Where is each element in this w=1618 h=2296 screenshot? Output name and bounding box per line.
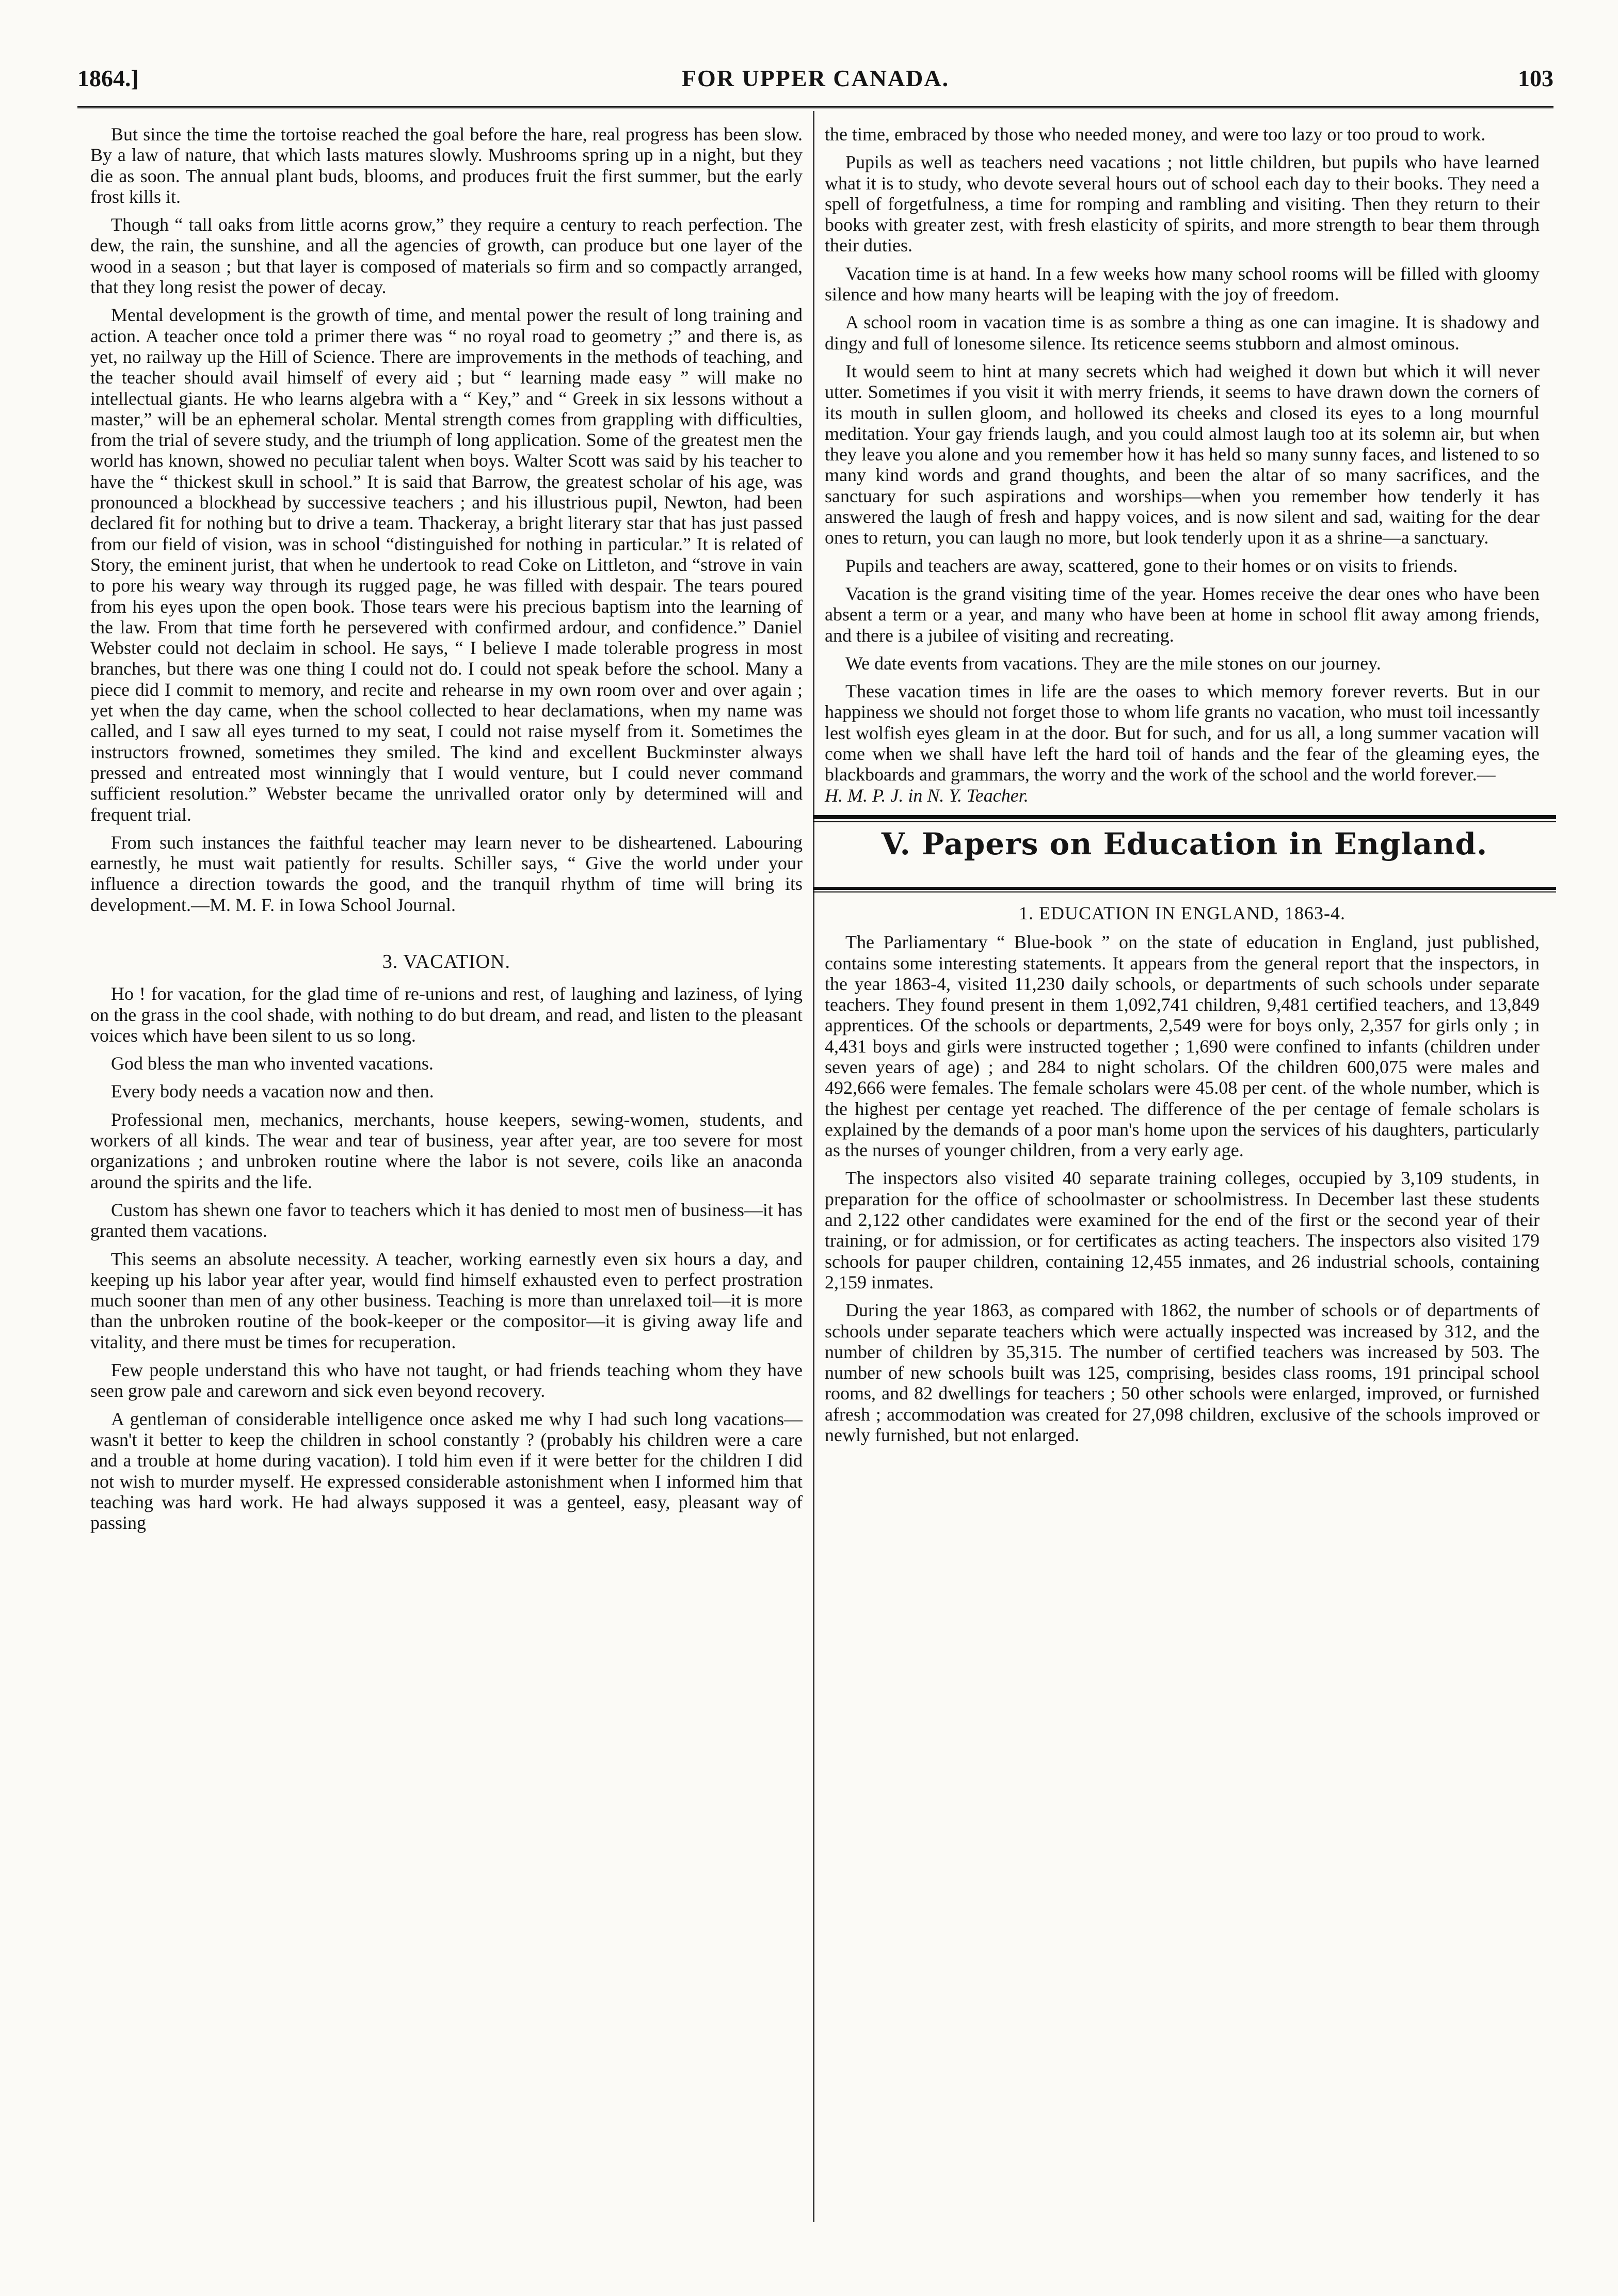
section-banner [813, 815, 1556, 892]
page-number: 103 [1518, 65, 1553, 91]
paragraph: From such instances the faithful teacher may learn never to be disheartened. Labouring earnestly, he must wait patiently for results. Schiller says, “ Give the world under your influence a direction towards the good, and the tranquil rhythm of time will bring its development.—M. M. F. in Iowa School Journal. [90, 832, 803, 915]
header-year: 1864.] [77, 65, 139, 91]
paragraph: The inspectors also visited 40 separate training colleges, occupied by 3,109 students, in preparation for the office of schoolmaster or schoolmistress. In December last these students and 2,122 other candidates were examined for the end of the first or the second year of their training, or for admission, or for certificates as acting teachers. The inspectors also visited 179 schools for pauper children, containing 12,455 inmates, and 26 industrial schools, containing 2,159 inmates. [825, 1168, 1540, 1293]
paragraph: Mental development is the growth of time, and mental power the result of long training and action. A teacher once told a primer there was “ no royal road to geometry ;” and there is, as yet, no railway up the Hill of Science. There are improvements in the methods of teaching, and the teacher should avail himself of every aid ; but “ learning made easy ” will make no intellectual giants. He who learns algebra with a “ Key,” and “ Greek in six lessons without a master,” will be an ephemeral scholar. Mental strength comes from grappling with difficulties, from the trial of severe study, and the triumph of long application. Some of the greatest men the world has known, showed no peculiar talent when boys. Walter Scott was said by his teacher to have the “ thickest skull in school.” It is said that Barrow, the greatest scholar of his age, was pronounced a blockhead by successive teachers ; and his illustrious pupil, Newton, had been declared fit for nothing but to drive a team. Thackeray, a bright literary star that has just passed from our field of vision, was in school “distinguished for nothing in particular.” It is related of Story, the eminent jurist, that when he undertook to read Coke on Littleton, and “strove in vain to pore his weary way through its rugged page, he was filled with despair. The tears poured from his eyes upon the open book. Those tears were his precious baptism into the learning of the law. From that time forth he persevered with confirmed ardour, and confidence.” Daniel Webster could not declaim in school. He says, “ I believe I made tolerable progress in most branches, but there was one thing I could not do. I could not speak before the school. Many a piece did I commit to memory, and recite and rehearse in my own room over and over again ; yet when the day came, when the school collected to hear declamations, when my name was called, and I saw all eyes turned to my seat, I could not raise myself from it. Sometimes the instructors frowned, sometimes they smiled. The kind and excellent Buckminster always pressed and entreated most winningly that I would venture, but I could never command sufficient resolution.” Webster became the unrivalled orator only by determined will and frequent trial. [90, 305, 803, 825]
banner-title: V. Papers on Education in England. [881, 826, 1488, 862]
paragraph: This seems an absolute necessity. A teacher, working earnestly even six hours a day, and keeping up his labor year after year, would find himself exhausted even to perfect prostration much sooner than men of any other business. Teaching is more than unrelaxed toil—it is more than the unbroken routine of the book-keeper or the compositor—it is giving away life and vitality, and there must be times for recuperation. [90, 1248, 803, 1352]
paragraph: We date events from vacations. They are the mile stones on our journey. [845, 652, 1381, 674]
paragraph: Though “ tall oaks from little acorns grow,” they require a century to reach perfection. The dew, the rain, the sunshine, and all the agencies of growth, can produce but one layer of the wood in a season ; but that layer is composed of materials so firm and so compactly arranged, that they long resist the power of decay. [90, 214, 803, 298]
paragraph: During the year 1863, as compared with 1862, the number of schools or of departments of schools under separate teachers which were actually inspected was increased by 312, and the number of children by 35,315. The number of certified teachers was increased by 503. The number of new schools built was 125, comprising, besides class rooms, 191 principal school rooms, and 82 dwellings for teachers ; 50 other schools were enlarged, improved, or furnished afresh ; accommodation was created for 27,098 children, exclusive of the schools improved or newly furnished, but not enlarged. [825, 1300, 1540, 1446]
paragraph: Vacation is the grand visiting time of the year. Homes receive the dear ones who have been absent a term or a year, and many who have been at home in school flit away among friends, and there is a jubilee of visiting and recreating. [825, 583, 1540, 646]
paragraph: Ho ! for vacation, for the glad time of re-unions and rest, of laughing and laziness, of lying on the grass in the cool shade, with nothing to do but dream, and read, and listen to the pleasant voices which have been silent to us so long. [90, 983, 803, 1046]
paragraph: A gentleman of considerable intelligence once asked me why I had such long vacations—wasn't it better to keep the children in school constantly ? (probably his children were a care and a trouble at home during vacation). I told him even if it were better for the children I did not wish to murder myself. He expressed considerable astonishment when I informed him that teaching was hard work. He had always supposed it was a genteel, easy, pleasant way of passing [90, 1408, 803, 1534]
left-column [90, 124, 803, 1540]
paragraph: God bless the man who invented vacations. [111, 1053, 434, 1074]
banner-rule [813, 887, 1556, 890]
paragraph: It would seem to hint at many secrets which had weighed it down but which it will never utter. Sometimes if you visit it with merry friends, it seems to have drawn down the corners of its mouth in sullen gloom, and hollowed its cheeks and closed its eyes to a long mournful meditation. Your gay friends laugh, and you could almost laugh too at its solemn air, but when they leave you alone and you remember how it has held so many sunny faces, and listened to so many kind words and grand thoughts, and been the altar of so many sacrifices, and the sanctuary for such aspirations and worships—when you remember how tenderly it has answered the laugh of fresh and happy voices, and is now silent and sad, waiting for the dear ones to return, you can laugh no more, but look tenderly upon it as a shrine—a sanctuary. [825, 360, 1540, 548]
paragraph: the time, embraced by those who needed money, and were too lazy or too proud to work. [825, 124, 1486, 145]
paragraph: But since the time the tortoise reached the goal before the hare, real progress has been slow. By a law of nature, that which lasts matures slowly. Mushrooms spring up in a night, but they die as soon. The annual plant buds, blooms, and produces fruit the first summer, but the early frost kills it. [90, 124, 803, 207]
article-signature: H. M. P. J. in N. Y. Teacher. [825, 785, 1029, 806]
paragraph: Vacation time is at hand. In a few weeks how many school rooms will be filled with gloomy silence and how many hearts will be leaping with the joy of freedom. [825, 263, 1540, 305]
header-rule [77, 106, 1553, 111]
section-title-vacation: 3. VACATION. [382, 950, 511, 972]
paragraph: A school room in vacation time is as sombre a thing as one can imagine. It is shadowy and dingy and full of lonesome silence. Its reticence seems stubborn and almost ominous. [825, 312, 1540, 354]
banner-rule [813, 815, 1556, 819]
paragraph: Few people understand this who have not taught, or had friends teaching whom they have seen grow pale and careworn and sick even beyond recovery. [90, 1360, 803, 1401]
article-title-education-england: 1. EDUCATION IN ENGLAND, 1863-4. [1019, 902, 1345, 923]
paragraph: Custom has shewn one favor to teachers which it has denied to most men of business—it has granted them vacations. [90, 1199, 803, 1241]
paragraph: These vacation times in life are the oases to which memory forever reverts. But in our happiness we should not forget those to whom life grants no vacation, who must toil incessantly lest wolfish eyes gleam in at the door. But for such, and for us all, a long summer vacation will come when we shall have left the hard toil of hands and the fear of the gleaming eyes, the blackboards and grammars, the worry and the work of the school and the world forever.— [825, 681, 1540, 785]
column-divider [813, 111, 814, 2222]
paragraph: Pupils as well as teachers need vacations ; not little children, but pupils who have learned what it is to study, who devote several hours out of school each day to their books. They need a spell of forgetfulness, a time for romping and rambling and visiting. Then they return to their books with greater zest, with fresh elasticity of spirits, and more strength to bear them through their duties. [825, 152, 1540, 256]
running-header [77, 54, 1553, 101]
right-column [825, 124, 1540, 1453]
banner-rule [813, 821, 1556, 822]
paragraph: Every body needs a vacation now and then. [111, 1081, 434, 1102]
header-title: FOR UPPER CANADA. [681, 65, 950, 91]
paragraph: Professional men, mechanics, merchants, house keepers, sewing-women, students, and workers of all kinds. The wear and tear of business, year after year, are too severe for most organizations ; and unbroken routine where the labor is not severe, coils like an anaconda around the spirits and the life. [90, 1109, 803, 1192]
paragraph: Pupils and teachers are away, scattered, gone to their homes or on visits to friends. [845, 555, 1458, 576]
banner-rule [813, 891, 1556, 892]
paragraph: The Parliamentary “ Blue-book ” on the state of education in England, just published, contains some interesting statements. It appears from the general report that the inspectors, in the year 1863-4, visited 11,230 daily schools, or departments of such schools under separate teachers. They found present in them 1,092,741 children, 9,481 certified teachers, and 13,849 apprentices. Of the schools or departments, 2,549 were for boys only, 2,357 for girls only ; in 4,431 boys and girls were instructed together ; 1,690 were confined to infants (children under seven years of age) ; and 284 to night scholars. Of the children 600,075 were males and 492,666 were females. The female scholars were 45.08 per cent. of the whole number, which is the highest per centage yet reached. The difference of the per centage of female scholars is explained by the demands of a poor man's home upon the services of his daughters, particularly as the nurses of younger children, from a very early age. [825, 932, 1540, 1161]
